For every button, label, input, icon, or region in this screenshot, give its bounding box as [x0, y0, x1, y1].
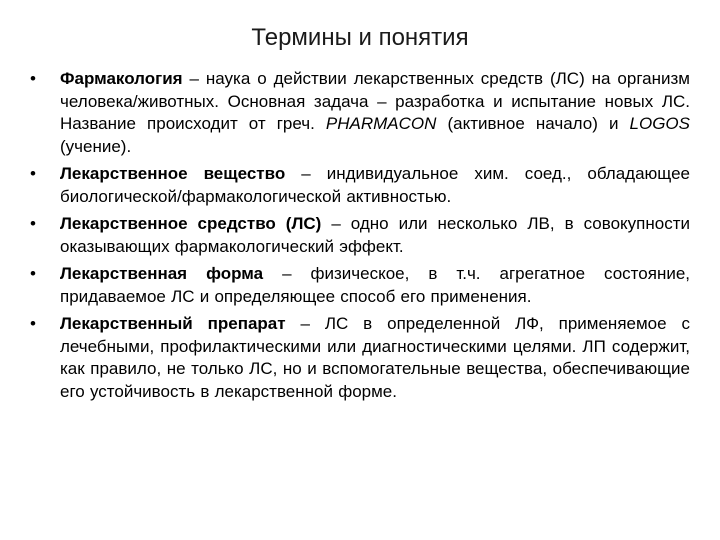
term-drug-product: Лекарственный препарат — [60, 314, 286, 333]
greek-word: PHARMACON — [325, 114, 437, 133]
definition-text: – физическое, в т.ч. агрегатное состояние, придаваемое ЛС и определяющее способ его применения. — [60, 264, 691, 306]
list-item — [30, 163, 690, 208]
list-item — [30, 263, 690, 308]
definition-text: – одно или несколько ЛВ, в совокупности оказывающих фармакологический эффект. — [60, 214, 690, 256]
list-item — [30, 313, 690, 403]
term-drug-substance: Лекарственное вещество — [60, 164, 286, 183]
bullet-icon: • — [30, 164, 36, 183]
bullet-icon: • — [30, 264, 36, 283]
list-item — [30, 213, 690, 258]
greek-word: LOGOS — [629, 114, 690, 133]
term-medicinal-agent: Лекарственное средство (ЛС) — [60, 214, 322, 233]
definition-text: – ЛС в определенной ЛФ, применяемое с лечебными, профилактическими или диагностическими целями. ЛП содержит, как правило, не только ЛС, но и вспомогательные вещества, обеспечивающие его устойчивость в лекарственной форме. — [60, 314, 690, 401]
term-dosage-form: Лекарственная форма — [60, 264, 264, 283]
definition-list — [30, 68, 690, 408]
bullet-icon: • — [30, 214, 36, 233]
page-title: Термины и понятия — [251, 24, 469, 51]
list-item — [30, 68, 690, 158]
term-pharmacology: Фармакология — [60, 69, 183, 88]
definition-text: (активное начало) и — [436, 114, 630, 133]
definition-text: – наука о действии лекарственных средств (ЛС) на организм человека/животных. Основная задача – разработка и испытание новых ЛС. Название происходит от греч. — [60, 69, 690, 133]
definition-text: – индивидуальное хим. соед., обладающее биологической/фармакологической активностью. — [60, 164, 690, 206]
bullet-icon: • — [30, 69, 36, 88]
definition-text: (учение). — [60, 136, 132, 156]
bullet-icon: • — [30, 314, 36, 333]
